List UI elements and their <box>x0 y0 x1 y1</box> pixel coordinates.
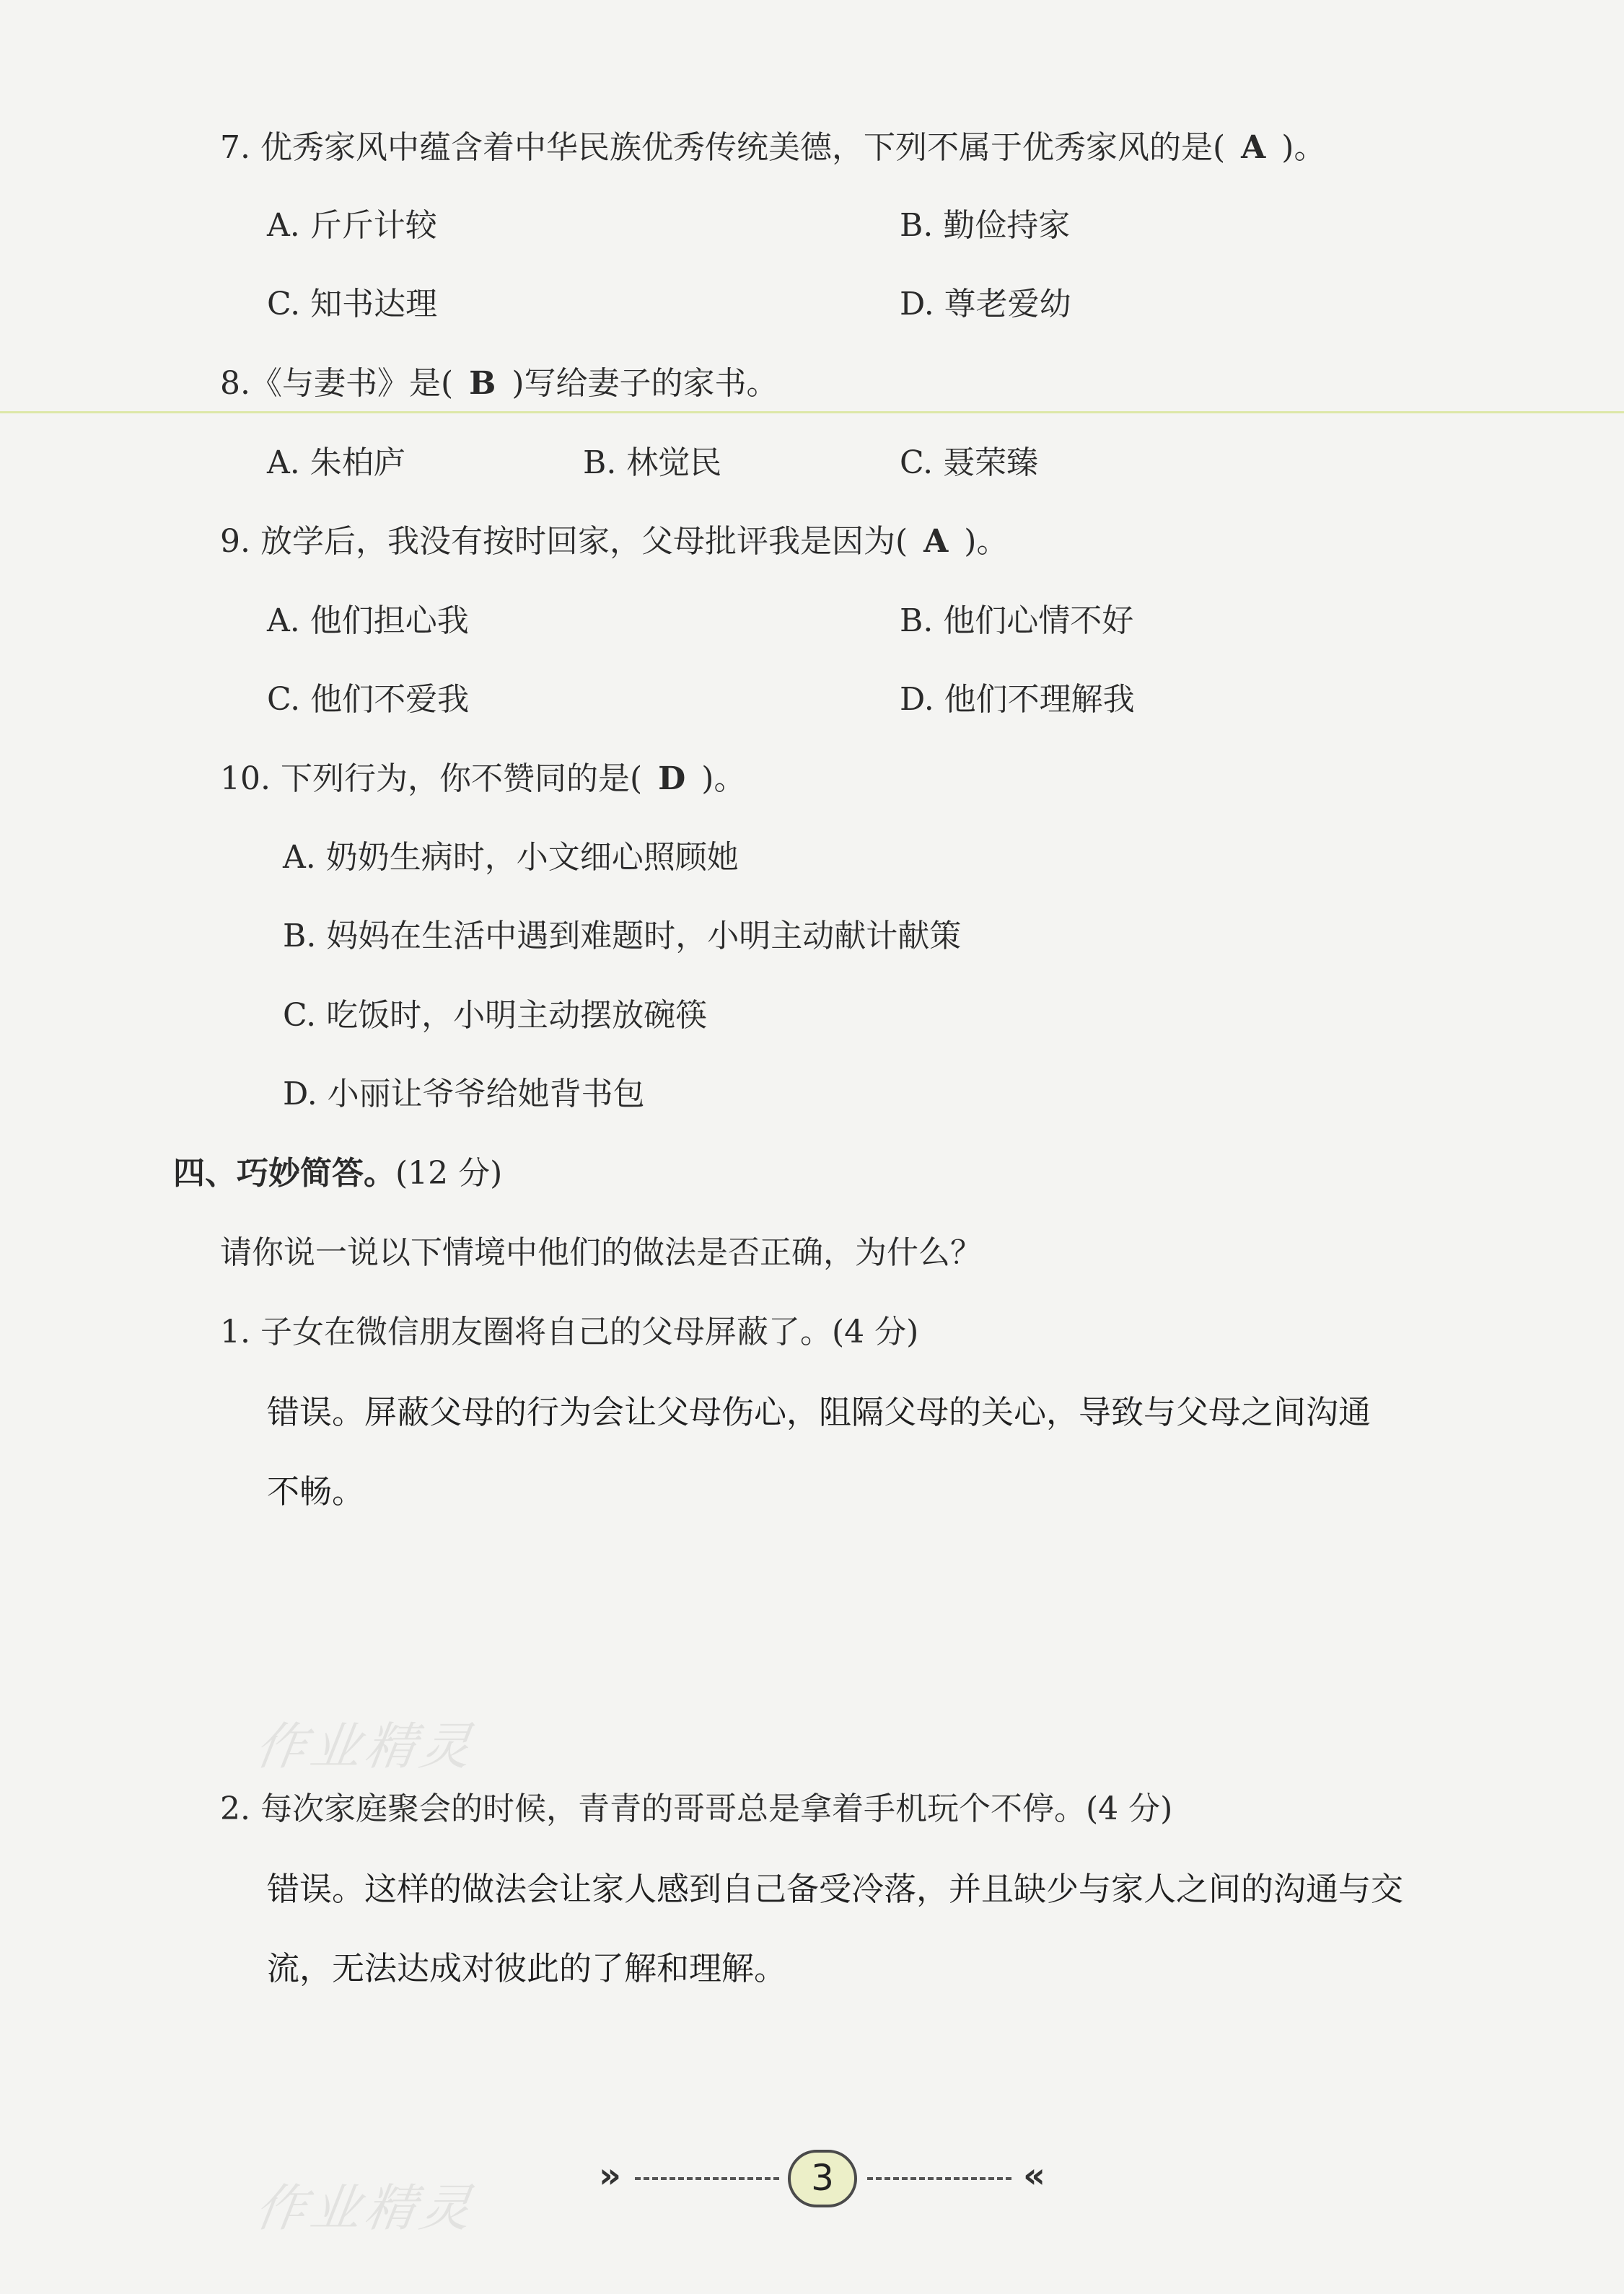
question-8-answer: B <box>469 365 496 402</box>
question-9-answer: A <box>923 523 949 560</box>
page-number: 3 <box>788 2150 857 2207</box>
page-divider <box>0 411 1624 413</box>
section-4-title: 四、巧妙简答。(12 分) <box>173 1155 503 1192</box>
question-9-option-b: B. 他们心情不好 <box>900 602 1134 639</box>
question-7-answer: A <box>1241 129 1266 166</box>
question-7-option-d: D. 尊老爱幼 <box>900 286 1071 322</box>
watermark-bottom: 作业精灵 <box>251 2179 479 2238</box>
section-4-question-2: 2. 每次家庭聚会的时候，青青的哥哥总是拿着手机玩个不停。(4 分) <box>220 1790 1173 1827</box>
section-4-question-1: 1. 子女在微信朋友圈将自己的父母屏蔽了。(4 分) <box>220 1314 919 1350</box>
question-9-option-c: C. 他们不爱我 <box>267 681 470 718</box>
section-4-answer-2-line-2: 流，无法达成对彼此的了解和理解。 <box>267 1949 787 1987</box>
page-footer <box>599 2150 1061 2207</box>
watermark-middle: 作业精灵 <box>251 1717 479 1776</box>
question-10-answer: D <box>658 760 686 797</box>
question-9-option-d: D. 他们不理解我 <box>900 681 1135 718</box>
question-10-stem: 10. 下列行为，你不赞同的是( D )。 <box>220 760 746 797</box>
question-10-option-d: D. 小丽让爷爷给她背书包 <box>283 1076 645 1112</box>
question-9-option-a: A. 他们担心我 <box>267 602 469 639</box>
question-10-option-b: B. 妈妈在生活中遇到难题时，小明主动献计献策 <box>283 918 962 954</box>
section-4-answer-1-line-2: 不畅。 <box>267 1472 365 1511</box>
question-7-option-b: B. 勤俭持家 <box>900 207 1071 244</box>
chevron-right-icon: » <box>599 2155 622 2196</box>
footer-dash-left <box>635 2177 779 2180</box>
question-7-stem: 7. 优秀家风中蕴含着中华民族优秀传统美德，下列不属于优秀家风的是( A )。 <box>220 129 1326 166</box>
section-4-answer-1-line-1: 错误。屏蔽父母的行为会让父母伤心，阻隔父母的关心，导致与父母之间沟通 <box>267 1393 1371 1431</box>
footer-dash-right <box>867 2177 1011 2180</box>
section-4-answer-2-line-1: 错误。这样的做法会让家人感到自己备受冷落，并且缺少与家人之间的沟通与交 <box>267 1870 1404 1908</box>
question-8-option-b: B. 林觉民 <box>583 444 722 481</box>
question-8-option-c: C. 聂荣臻 <box>900 444 1039 481</box>
question-7-option-a: A. 斤斤计较 <box>267 207 437 244</box>
section-4-intro: 请你说一说以下情境中他们的做法是否正确，为什么？ <box>220 1234 982 1271</box>
chevron-left-icon: « <box>1023 2155 1046 2196</box>
question-8-stem: 8.《与妻书》是( B )写给妻子的家书。 <box>220 365 778 402</box>
question-10-option-c: C. 吃饭时，小明主动摆放碗筷 <box>283 997 708 1034</box>
section-4-points: (12 分) <box>395 1155 503 1192</box>
question-8-option-a: A. 朱柏庐 <box>267 444 405 481</box>
question-9-stem: 9. 放学后，我没有按时回家，父母批评我是因为( A )。 <box>220 523 1009 560</box>
question-10-option-a: A. 奶奶生病时，小文细心照顾她 <box>283 839 739 876</box>
question-7-option-c: C. 知书达理 <box>267 286 438 322</box>
